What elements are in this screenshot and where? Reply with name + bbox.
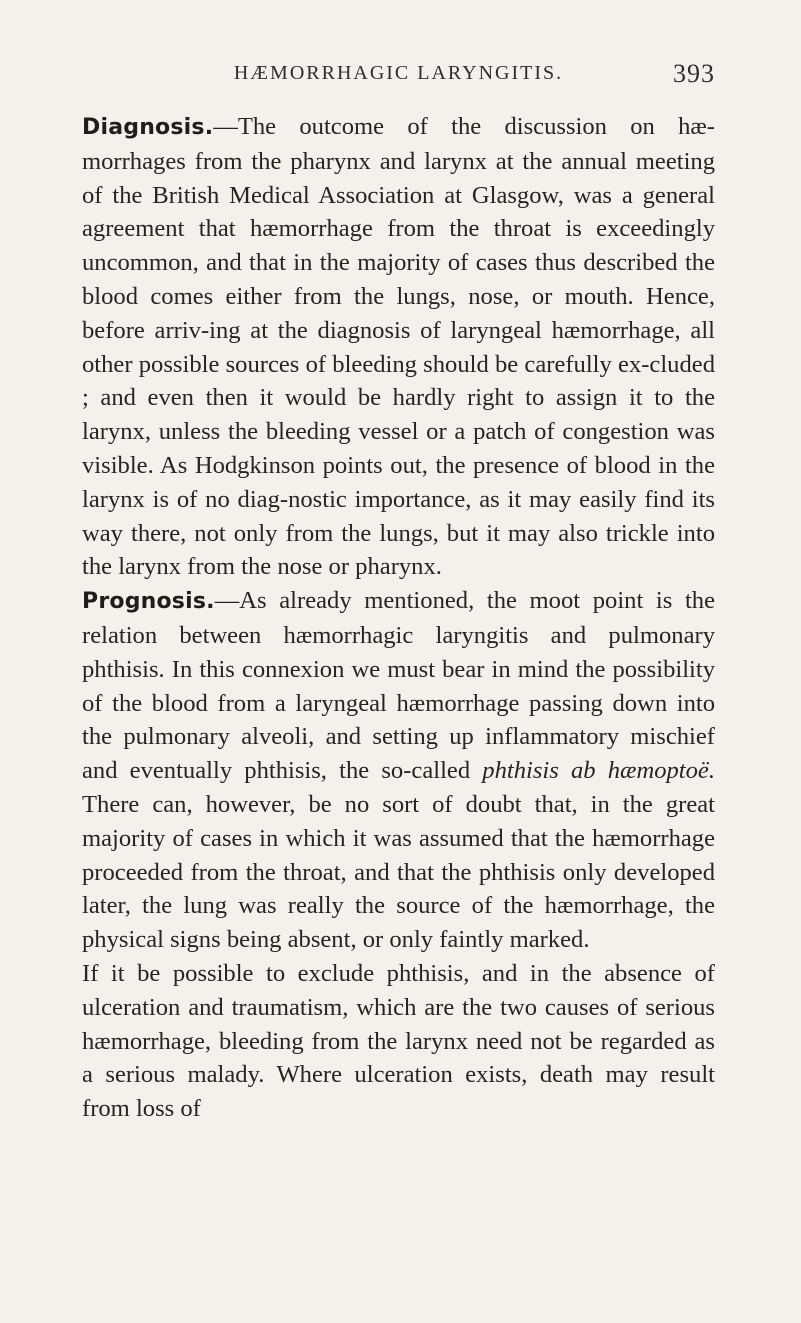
body-text	[82, 110, 715, 1126]
paragraph-prognosis-text-after: There can, however, be no sort of doubt that, in the great majority of cases in which it was assumed that the hæmorrhage proceeded from the throat, and that the phthisis only developed later, the lung was really the source of the hæmorrhage, the physical signs being absent, or only faintly marked.	[82, 790, 715, 954]
page-number: 393	[673, 59, 715, 88]
paragraph-diagnosis	[82, 110, 715, 584]
paragraph-diagnosis-text: —The outcome of the discussion on hæ-morrhages from the pharynx and larynx at the annual meeting of the British Medical Association at Glasgow, was a general agreement that hæmorrhage from the throat is exceedingly uncommon, and that in the majority of cases thus described the blood comes either from the lungs, nose, or mouth. Hence, before arriv-ing at the diagnosis of laryngeal hæmorrhage, all other possible sources of bleeding should be carefully ex-cluded ; and even then it would be hardly right to assign it to the larynx, unless the bleeding vessel or a patch of congestion was visible. As Hodgkinson points out, the presence of blood in the larynx is of no diag-nostic importance, as it may easily find its way there, not only from the lungs, but it may also trickle into the larynx from the nose or pharynx.	[82, 113, 715, 581]
section-heading-diagnosis: Diagnosis.	[82, 115, 214, 140]
running-title: HÆMORRHAGIC LARYNGITIS.	[233, 62, 564, 84]
paragraph-exclusion-text: If it be possible to exclude phthisis, and in the absence of ulceration and traumatism, which are the two causes of serious hæmorrhage, bleeding from the larynx need not be regarded as a serious malady. Where ulceration exists, death may result from loss of	[82, 959, 715, 1123]
latin-term: phthisis ab hæmoptoë.	[482, 757, 715, 785]
paragraph-exclusion	[82, 957, 715, 1126]
paragraph-prognosis-text-before: —As already mentioned, the moot point is the relation between hæmorrhagic laryngitis and pulmonary phthisis. In this connexion we must bear in mind the possibility of the blood from a laryngeal hæmorrhage passing down into the pulmonary alveoli, and setting up inflammatory mischief and eventually phthisis, the so-called	[82, 587, 715, 785]
running-head	[82, 59, 715, 92]
paragraph-prognosis	[82, 584, 715, 957]
section-heading-prognosis: Prognosis.	[82, 589, 215, 615]
